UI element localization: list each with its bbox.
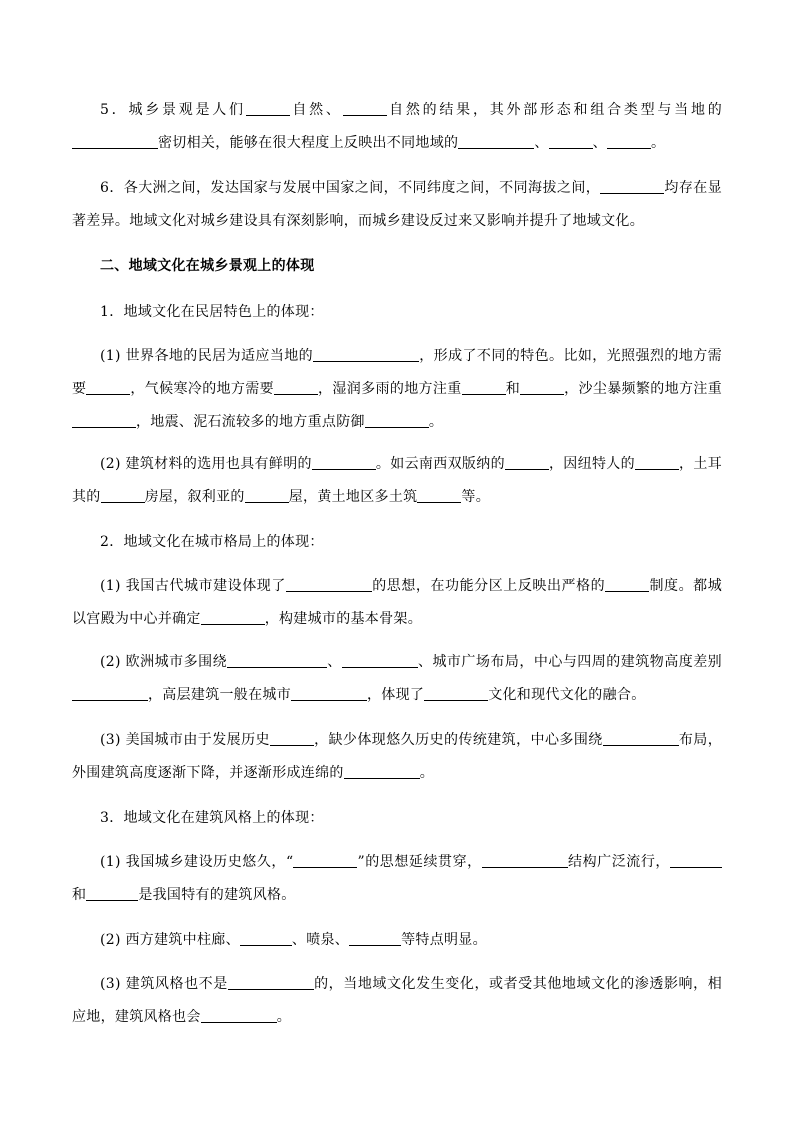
fill-blank[interactable] — [605, 577, 649, 592]
text: 、城市广场布局，中心与四周的建筑物高度差别 — [417, 654, 722, 670]
paragraph-5 — [72, 94, 722, 160]
fill-blank[interactable] — [101, 488, 145, 503]
fill-blank[interactable] — [227, 653, 327, 668]
fill-blank[interactable] — [603, 731, 679, 746]
fill-blank[interactable] — [607, 134, 651, 149]
paragraph-6 — [72, 172, 722, 238]
text: 的，当地域文化发生变化，或者受其他地域文化的渗透影响，相应地，建筑风格也会 — [72, 976, 722, 1025]
item-2-sub-3 — [72, 724, 722, 790]
fill-blank[interactable] — [245, 488, 289, 503]
item-2-sub-1 — [72, 570, 722, 636]
fill-blank[interactable] — [342, 653, 418, 668]
fill-blank[interactable] — [293, 853, 357, 868]
text: ，土耳其的 — [72, 456, 722, 505]
text: ，形成了不同的特色。比如，光照强烈的地方需要 — [72, 348, 722, 397]
fill-blank[interactable] — [246, 101, 290, 116]
fill-blank[interactable] — [424, 686, 488, 701]
text: 5．城乡景观是人们 — [100, 102, 246, 118]
item-2-title: 2．地域文化在城市格局上的体现： — [100, 534, 324, 550]
text: ，地震、泥石流较多的地方重点防御 — [136, 414, 365, 430]
item-2-sub-2 — [72, 646, 722, 712]
fill-blank[interactable] — [312, 455, 376, 470]
text: 。如云南西双版纳的 — [375, 456, 505, 472]
fill-blank[interactable] — [72, 686, 148, 701]
item-1-title: 1．地域文化在民居特色上的体现： — [100, 304, 324, 320]
text: 等。 — [461, 489, 491, 505]
text: ，因纽特人的 — [548, 456, 635, 472]
fill-blank[interactable] — [228, 975, 314, 990]
text: 。 — [276, 1009, 292, 1025]
text: ，体现了 — [367, 687, 425, 703]
section-heading: 二、地域文化在城乡景观上的体现 — [100, 258, 315, 274]
text: 的思想，在功能分区上反映出严格的 — [371, 578, 606, 594]
text: 等特点明显。 — [401, 932, 487, 948]
fill-blank[interactable] — [462, 380, 506, 395]
text: 。 — [428, 414, 444, 430]
text: 屋，黄土地区多土筑 — [288, 489, 418, 505]
fill-blank[interactable] — [635, 455, 679, 470]
text: 。 — [419, 765, 435, 781]
fill-blank[interactable] — [365, 413, 429, 428]
text: ”的思想延续贯穿， — [357, 854, 482, 870]
text: (2) 建筑材料的选用也具有鲜明的 — [100, 456, 312, 472]
fill-blank[interactable] — [291, 686, 367, 701]
text: 。 — [650, 135, 666, 151]
item-3-sub-3 — [72, 968, 722, 1034]
text: (1) 我国城乡建设历史悠久，“ — [100, 854, 294, 870]
text: 和 — [505, 381, 521, 397]
text: 6．各大洲之间，发达国家与发展中国家之间，不同纬度之间，不同海拔之间， — [100, 180, 601, 196]
text: 、 — [534, 135, 549, 151]
fill-blank[interactable] — [458, 134, 534, 149]
item-1-sub-2 — [72, 448, 722, 514]
fill-blank[interactable] — [86, 380, 130, 395]
fill-blank[interactable] — [482, 853, 568, 868]
text: ，气候寒冷的地方需要 — [130, 381, 274, 397]
text: 、 — [327, 654, 342, 670]
fill-blank[interactable] — [417, 488, 461, 503]
fill-blank[interactable] — [670, 853, 722, 868]
text: 制度。都城以宫殿为中心并确定 — [72, 578, 723, 627]
text: ，沙尘暴频繁的地方注重 — [564, 381, 722, 397]
fill-blank[interactable] — [201, 610, 265, 625]
text: 均存在显著差异。地域文化对城乡建设具有深刻影响，而城乡建设反过来又影响并提升了地域文化。 — [72, 180, 723, 229]
text: ，缺少体现悠久历史的传统建筑，中心多围绕 — [313, 732, 603, 748]
text: ，构建城市的基本骨架。 — [264, 611, 423, 627]
text: 密切相关，能够在很大程度上反映出不同地域的 — [158, 135, 459, 151]
fill-blank[interactable] — [313, 347, 419, 362]
fill-blank[interactable] — [274, 380, 318, 395]
text: 、 — [592, 135, 607, 151]
fill-blank[interactable] — [343, 101, 387, 116]
text: 结构广泛流行， — [567, 854, 670, 870]
fill-blank[interactable] — [286, 577, 372, 592]
fill-blank[interactable] — [520, 380, 564, 395]
item-3-sub-2 — [72, 924, 722, 957]
item-1-sub-1 — [72, 340, 722, 439]
text: (2) 欧洲城市多围绕 — [100, 654, 228, 670]
text: 、喷泉、 — [291, 932, 350, 948]
item-3-title: 3．地域文化在建筑风格上的体现： — [100, 810, 324, 826]
text: 自然、 — [289, 102, 343, 118]
text: ，高层建筑一般在城市 — [148, 687, 291, 703]
fill-blank[interactable] — [201, 1008, 277, 1023]
fill-blank[interactable] — [86, 886, 138, 901]
text: (2) 西方建筑中柱廊、 — [100, 932, 240, 948]
text: (3) 建筑风格也不是 — [100, 976, 228, 992]
text: 布局，外围建筑高度逐渐下降，并逐渐形成连绵的 — [72, 732, 722, 781]
text: 文化和现代文化的融合。 — [488, 687, 646, 703]
text: (1) 世界各地的民居为适应当地的 — [100, 348, 314, 364]
text: 自然的结果，其外部形态和组合类型与当地的 — [386, 102, 723, 118]
fill-blank[interactable] — [600, 179, 664, 194]
text: 和 — [72, 887, 87, 903]
text: 房屋，叙利亚的 — [144, 489, 245, 505]
fill-blank[interactable] — [72, 413, 136, 428]
text: 是我国特有的建筑风格。 — [138, 887, 296, 903]
item-3-sub-1 — [72, 846, 722, 912]
fill-blank[interactable] — [549, 134, 593, 149]
fill-blank[interactable] — [344, 764, 420, 779]
text: ，湿润多雨的地方注重 — [318, 381, 462, 397]
fill-blank[interactable] — [270, 731, 314, 746]
fill-blank[interactable] — [349, 931, 401, 946]
fill-blank[interactable] — [505, 455, 549, 470]
text: (3) 美国城市由于发展历史 — [100, 732, 270, 748]
fill-blank[interactable] — [72, 134, 158, 149]
fill-blank[interactable] — [240, 931, 292, 946]
text: (1) 我国古代城市建设体现了 — [100, 578, 286, 594]
